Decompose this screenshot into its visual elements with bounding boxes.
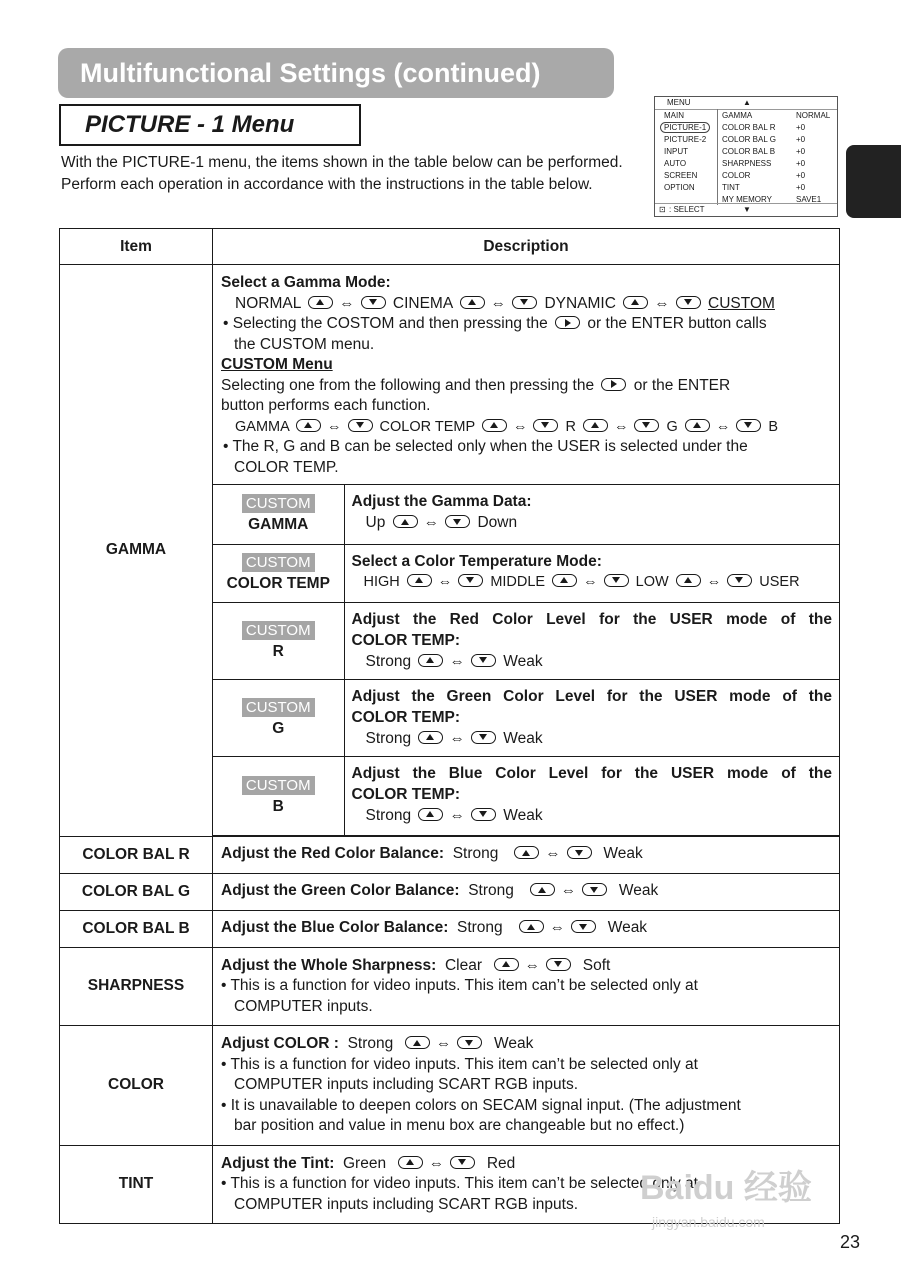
- custom-title: COLOR TEMP:: [351, 785, 460, 803]
- right-button-icon: [601, 378, 626, 391]
- down-button-icon: [634, 419, 659, 432]
- osd-left-list: [664, 110, 710, 194]
- custom-tag: CUSTOM: [242, 698, 315, 717]
- row-title: Adjust the Whole Sharpness:: [221, 956, 437, 974]
- custom-row-b: [213, 756, 839, 835]
- mode-normal: NORMAL: [235, 294, 301, 312]
- custom-subtable-cell: [213, 485, 840, 837]
- up-button-icon: [623, 296, 648, 309]
- option-label: Weak: [603, 845, 643, 863]
- custom-text: Selecting one from the following and then pressing the: [221, 376, 595, 394]
- down-button-icon: [582, 883, 607, 896]
- osd-menu-label: MENU: [667, 98, 691, 107]
- up-button-icon: [418, 731, 443, 744]
- double-arrow-icon: ⇔: [449, 652, 465, 670]
- double-arrow-icon: ⇔: [715, 418, 731, 435]
- settings-table: [59, 228, 840, 1224]
- custom-row-r: [213, 602, 839, 679]
- note: • It is unavailable to deepen colors on SECAM signal input. (The adjustment: [221, 1096, 741, 1114]
- note: bar position and value in menu box are changeable but no effect.): [234, 1117, 685, 1134]
- watermark-url: jingyan.baidu.com: [652, 1214, 765, 1230]
- page-number: 23: [840, 1232, 861, 1252]
- option-label: Down: [477, 514, 518, 531]
- down-button-icon: [676, 296, 701, 309]
- option-label: Weak: [503, 806, 543, 824]
- osd-down-arrow: ▼: [743, 205, 751, 214]
- up-button-icon: [676, 574, 701, 587]
- osd-row-value: +0: [796, 147, 806, 156]
- up-button-icon: [418, 808, 443, 821]
- gamma-note: COLOR TEMP.: [234, 458, 339, 476]
- osd-left-item: MAIN: [664, 111, 684, 120]
- up-button-icon: [482, 419, 507, 432]
- down-button-icon: [471, 731, 496, 744]
- osd-row-value: +0: [796, 171, 806, 180]
- double-arrow-icon: ⇔: [490, 294, 507, 312]
- custom-menu-title: CUSTOM Menu: [221, 356, 333, 373]
- down-button-icon: [604, 574, 629, 587]
- item-color-bal-r: COLOR BAL R: [60, 836, 213, 873]
- up-button-icon: [296, 419, 321, 432]
- gamma-note: the CUSTOM menu.: [234, 335, 375, 353]
- down-button-icon: [727, 574, 752, 587]
- custom-item: COLOR TEMP: [226, 575, 330, 592]
- down-button-icon: [471, 808, 496, 821]
- custom-b: B: [768, 418, 779, 435]
- custom-gamma: GAMMA: [235, 418, 289, 435]
- double-arrow-icon: ⇔: [449, 806, 465, 824]
- row-title: Adjust the Blue Color Balance:: [221, 919, 449, 937]
- column-header-item: Item: [60, 229, 213, 265]
- custom-row-color-temp: [213, 544, 839, 602]
- up-button-icon: [530, 883, 555, 896]
- down-button-icon: [458, 574, 483, 587]
- down-button-icon: [348, 419, 373, 432]
- osd-left-item: SCREEN: [664, 171, 698, 180]
- osd-row-value: SAVE1: [796, 195, 822, 204]
- option-label: Strong: [347, 1035, 394, 1052]
- item-color-bal-g: COLOR BAL G: [60, 873, 213, 910]
- double-arrow-icon: ⇔: [428, 1154, 445, 1172]
- gamma-note: • Selecting the COSTOM and then pressing the: [223, 315, 548, 332]
- osd-panel: [717, 109, 839, 205]
- custom-tag: CUSTOM: [242, 553, 315, 572]
- down-button-icon: [571, 920, 596, 933]
- mode-cinema: CINEMA: [392, 294, 453, 312]
- osd-row-label: COLOR BAL B: [722, 147, 776, 156]
- gamma-title: Select a Gamma Mode:: [221, 274, 391, 291]
- option-label: Weak: [503, 652, 543, 670]
- custom-row-gamma: [213, 485, 839, 544]
- table-row-color: [60, 1026, 840, 1146]
- down-button-icon: [533, 419, 558, 432]
- double-arrow-icon: ⇔: [560, 882, 577, 900]
- custom-color-temp: COLOR TEMP: [379, 418, 475, 435]
- option-label: Strong: [365, 806, 412, 824]
- osd-select-label: : SELECT: [669, 205, 705, 214]
- double-arrow-icon: ⇔: [706, 573, 722, 590]
- option-label: Weak: [607, 919, 648, 937]
- custom-title: COLOR TEMP:: [351, 631, 460, 649]
- option-label: MIDDLE: [490, 573, 546, 590]
- gamma-description: [213, 265, 840, 485]
- option-label: Strong: [365, 729, 412, 747]
- custom-item: B: [272, 797, 284, 815]
- item-color: COLOR: [60, 1026, 213, 1146]
- custom-title: Adjust the Red Color Level for the USER mode of the: [351, 610, 832, 628]
- row-title: Adjust the Tint:: [221, 1154, 335, 1172]
- double-arrow-icon: ⇔: [654, 294, 670, 312]
- osd-row-label: SHARPNESS: [722, 159, 772, 168]
- custom-title: Select a Color Temperature Mode:: [351, 552, 602, 570]
- double-arrow-icon: ⇔: [512, 418, 528, 435]
- select-icon: ⊡: [659, 205, 666, 214]
- up-button-icon: [308, 296, 333, 309]
- osd-row-label: COLOR BAL R: [722, 123, 776, 132]
- gamma-note: or the ENTER button calls: [587, 315, 767, 332]
- osd-row-label: COLOR: [722, 171, 751, 180]
- custom-item: R: [272, 642, 284, 660]
- down-button-icon: [450, 1156, 475, 1169]
- up-button-icon: [460, 296, 485, 309]
- up-button-icon: [405, 1036, 430, 1049]
- osd-row-value: +0: [796, 159, 806, 168]
- custom-row-g: [213, 679, 839, 756]
- osd-row-label: TINT: [722, 183, 740, 192]
- up-button-icon: [514, 846, 539, 859]
- double-arrow-icon: ⇔: [449, 729, 465, 747]
- row-title: Adjust COLOR :: [221, 1035, 339, 1052]
- down-button-icon: [361, 296, 386, 309]
- item-sharpness: SHARPNESS: [60, 947, 213, 1026]
- row-title: Adjust the Red Color Balance:: [221, 845, 445, 863]
- double-arrow-icon: ⇔: [583, 573, 598, 590]
- osd-menu-illustration: [654, 96, 838, 217]
- watermark: Baidu 经验: [640, 1169, 812, 1207]
- mode-dynamic: DYNAMIC: [544, 294, 616, 312]
- down-button-icon: [736, 419, 761, 432]
- right-button-icon: [555, 316, 580, 329]
- custom-tag: CUSTOM: [242, 621, 315, 640]
- down-button-icon: [445, 515, 470, 528]
- osd-left-item: AUTO: [664, 159, 687, 168]
- osd-up-arrow: ▲: [743, 98, 751, 107]
- double-arrow-icon: ⇔: [437, 573, 453, 590]
- osd-row-value: +0: [796, 183, 806, 192]
- custom-tag: CUSTOM: [242, 494, 315, 513]
- item-gamma: GAMMA: [60, 265, 213, 837]
- option-label: Red: [486, 1154, 516, 1172]
- option-label: Weak: [618, 882, 659, 900]
- option-label: Weak: [503, 729, 543, 747]
- osd-row-label: COLOR BAL G: [722, 135, 776, 144]
- custom-text: button performs each function.: [221, 397, 431, 414]
- down-button-icon: [567, 846, 592, 859]
- option-label: Strong: [468, 882, 514, 900]
- double-arrow-icon: ⇔: [339, 294, 355, 312]
- up-button-icon: [583, 419, 608, 432]
- note: • This is a function for video inputs. This item can’t be selected only at: [221, 1175, 698, 1192]
- item-color-bal-b: COLOR BAL B: [60, 910, 213, 947]
- option-label: Strong: [365, 652, 412, 670]
- double-arrow-icon: ⇔: [613, 418, 629, 435]
- intro-line: With the PICTURE-1 menu, the items shown in the table below can be performed.: [61, 154, 623, 171]
- double-arrow-icon: ⇔: [549, 919, 566, 937]
- note: COMPUTER inputs.: [234, 997, 373, 1015]
- osd-left-item: INPUT: [664, 147, 688, 156]
- option-label: Clear: [444, 956, 482, 974]
- option-label: Soft: [582, 956, 611, 974]
- row-title: Adjust the Green Color Balance:: [221, 882, 460, 900]
- side-tab: [846, 145, 901, 218]
- custom-title: Adjust the Gamma Data:: [351, 493, 532, 510]
- table-row-sharpness: [60, 947, 840, 1026]
- note: COMPUTER inputs including SCART RGB inputs.: [234, 1195, 578, 1213]
- table-row-color-bal-g: [60, 873, 840, 910]
- osd-row-value: NORMAL: [796, 111, 831, 120]
- osd-left-item: PICTURE-2: [664, 135, 707, 144]
- note: • This is a function for video inputs. This item can’t be selected only at: [221, 1055, 698, 1073]
- table-row-gamma: [60, 265, 840, 485]
- osd-row-value: +0: [796, 135, 806, 144]
- option-label: LOW: [635, 573, 669, 590]
- osd-row-label: MY MEMORY: [722, 195, 772, 204]
- custom-subtable: [213, 485, 839, 836]
- up-button-icon: [685, 419, 710, 432]
- option-label: Strong: [457, 919, 503, 937]
- up-button-icon: [519, 920, 544, 933]
- down-button-icon: [546, 958, 571, 971]
- down-button-icon: [471, 654, 496, 667]
- custom-item: G: [272, 719, 285, 737]
- custom-title: Adjust the Blue Color Level for the USER mode of the: [351, 764, 832, 782]
- custom-tag: CUSTOM: [242, 776, 315, 795]
- section-banner: Multifunctional Settings (continued): [58, 48, 614, 98]
- up-button-icon: [398, 1156, 423, 1169]
- double-arrow-icon: ⇔: [545, 845, 561, 863]
- up-button-icon: [552, 574, 577, 587]
- down-button-icon: [457, 1036, 482, 1049]
- column-header-description: Description: [213, 229, 840, 265]
- custom-title: Adjust the Green Color Level for the USER mode of the: [351, 687, 832, 705]
- custom-text: or the ENTER: [633, 376, 731, 394]
- gamma-note: • The R, G and B can be selected only when the USER is selected under the: [223, 438, 748, 455]
- double-arrow-icon: ⇔: [435, 1035, 452, 1052]
- option-label: Green: [343, 1154, 387, 1172]
- custom-g: G: [666, 418, 678, 435]
- option-label: USER: [759, 573, 800, 590]
- osd-left-item: OPTION: [664, 183, 695, 192]
- option-label: Up: [365, 514, 386, 531]
- note: • This is a function for video inputs. This item can’t be selected only at: [221, 977, 698, 994]
- up-button-icon: [407, 574, 432, 587]
- double-arrow-icon: ⇔: [423, 514, 440, 531]
- option-label: Weak: [494, 1035, 534, 1052]
- custom-r: R: [565, 418, 576, 435]
- double-arrow-icon: ⇔: [524, 956, 541, 974]
- item-tint: TINT: [60, 1145, 213, 1224]
- osd-row-value: +0: [796, 123, 806, 132]
- up-button-icon: [393, 515, 418, 528]
- osd-left-item-selected: PICTURE-1: [660, 122, 710, 133]
- option-label: Strong: [452, 845, 499, 863]
- custom-title: COLOR TEMP:: [351, 708, 460, 726]
- intro-text: [61, 152, 651, 196]
- osd-row-label: GAMMA: [722, 111, 753, 120]
- down-button-icon: [512, 296, 537, 309]
- note: COMPUTER inputs including SCART RGB inputs.: [234, 1076, 578, 1093]
- table-row-color-bal-r: [60, 836, 840, 873]
- option-label: HIGH: [363, 573, 400, 590]
- double-arrow-icon: ⇔: [327, 418, 342, 435]
- menu-title: PICTURE - 1 Menu: [59, 104, 361, 146]
- table-row-color-bal-b: [60, 910, 840, 947]
- up-button-icon: [418, 654, 443, 667]
- intro-line: Perform each operation in accordance with the instructions in the table below.: [61, 176, 593, 193]
- mode-custom: CUSTOM: [708, 294, 775, 312]
- custom-item: GAMMA: [248, 516, 309, 534]
- up-button-icon: [494, 958, 519, 971]
